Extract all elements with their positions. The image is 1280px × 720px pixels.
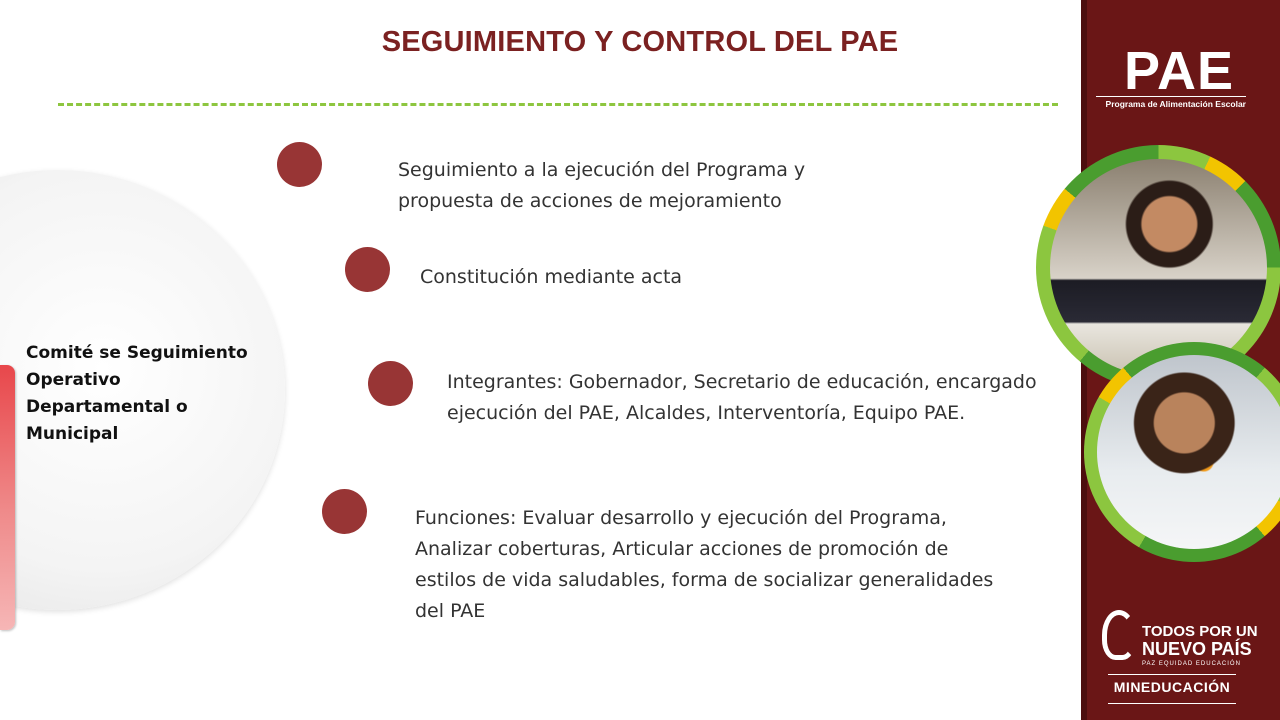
ministry-rule-bottom [1108,703,1236,704]
bullet-dot [322,489,367,534]
item-text-2: Constitución mediante acta [420,266,683,288]
slogan-line2: NUEVO PAÍS [1142,639,1252,659]
pae-logo: PAE [1124,41,1235,101]
ministry-rule-top [1108,674,1236,675]
student-photo-girl [1050,159,1267,376]
item-text-1: Seguimiento a la ejecución del Programa y propuesta de acciones de mejoramiento [398,159,806,212]
committee-label: Comité se Seguimiento Operativo Departamental o Municipal [26,343,248,444]
item-text-4: Funciones: Evaluar desarrollo y ejecución del Programa, Analizar coberturas, Articular acciones de promoción de estilos de vida saludables, forma de socializar generalidades del PAE [415,507,994,622]
slogan-line3: PAZ EQUIDAD EDUCACIÓN [1142,661,1241,667]
page-title: SEGUIMIENTO Y CONTROL DEL PAE [381,26,899,58]
slogan-line1: TODOS POR UN [1142,623,1258,640]
bullet-dot [277,142,322,187]
government-logo [1102,606,1258,667]
todos-por-un-nuevo-pais-icon [1102,610,1136,660]
ministry-label: MINEDUCACIÓN [1113,679,1231,695]
item-text-3: Integrantes: Gobernador, Secretario de educación, encargado ejecución del PAE, Alcaldes, Interventoría, Equipo PAE. [447,371,1037,424]
bullet-dot [368,361,413,406]
bullet-dot [345,247,390,292]
dashed-divider [58,103,1058,106]
pae-logo-subtitle: Programa de Alimentación Escolar [1096,96,1246,109]
student-photo-boy [1097,355,1280,549]
accent-bar [0,365,15,630]
